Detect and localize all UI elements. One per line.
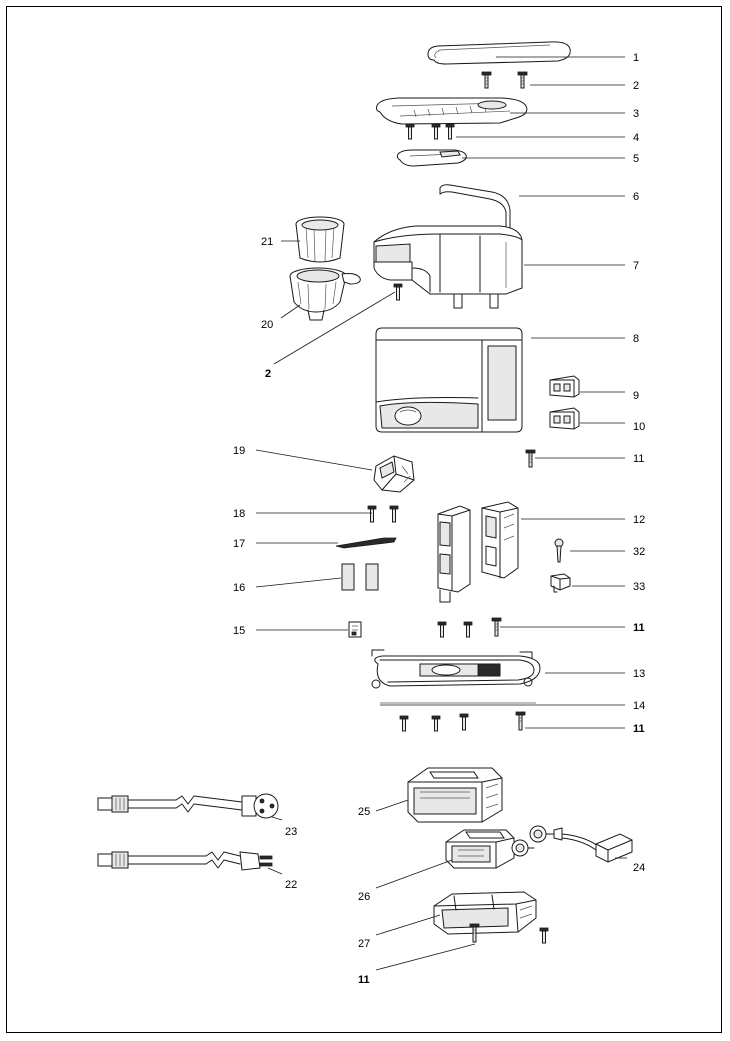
callout-label-23: 23: [285, 826, 298, 838]
leader-line: [281, 305, 300, 318]
leader-line: [274, 292, 395, 364]
callout-label-12: 12: [633, 514, 646, 526]
callout-label-22: 22: [285, 879, 298, 891]
callout-label-24: 24: [633, 862, 646, 874]
callout-label-9: 9: [633, 390, 640, 402]
callout-label-25: 25: [358, 806, 371, 818]
callout-label-32: 32: [633, 546, 646, 558]
leader-line: [376, 800, 408, 811]
callout-label-17: 17: [233, 538, 246, 550]
callout-label-27: 27: [358, 938, 371, 950]
leader-line: [376, 860, 452, 888]
callout-label-10: 10: [633, 421, 646, 433]
callout-label-1: 1: [633, 52, 640, 64]
leader-line: [256, 578, 341, 587]
callout-label-11c: 11: [633, 723, 645, 735]
leader-line: [256, 450, 372, 470]
callout-label-11b: 11: [633, 622, 645, 634]
callout-label-33: 33: [633, 581, 646, 593]
callout-label-2a: 2: [633, 80, 640, 92]
callout-label-26: 26: [358, 891, 371, 903]
callout-label-7: 7: [633, 260, 640, 272]
callout-label-13: 13: [633, 668, 646, 680]
callout-label-11a: 11: [633, 453, 645, 465]
callout-label-16: 16: [233, 582, 246, 594]
leader-line: [376, 944, 475, 970]
callout-label-8: 8: [633, 333, 640, 345]
callout-label-5: 5: [633, 153, 640, 165]
callout-label-6: 6: [633, 191, 640, 203]
callout-label-3: 3: [633, 108, 640, 120]
callout-label-2b: 2: [265, 368, 272, 380]
callout-label-14: 14: [633, 700, 646, 712]
callout-label-19: 19: [233, 445, 246, 457]
callout-label-21: 21: [261, 236, 274, 248]
callout-label-20: 20: [261, 319, 274, 331]
leader-line: [268, 868, 282, 874]
callout-label-4: 4: [633, 132, 640, 144]
leader-line: [272, 817, 282, 820]
callout-label-15: 15: [233, 625, 246, 637]
callout-label-18: 18: [233, 508, 246, 520]
callout-label-11d: 11: [358, 974, 370, 986]
leader-line: [376, 915, 440, 935]
